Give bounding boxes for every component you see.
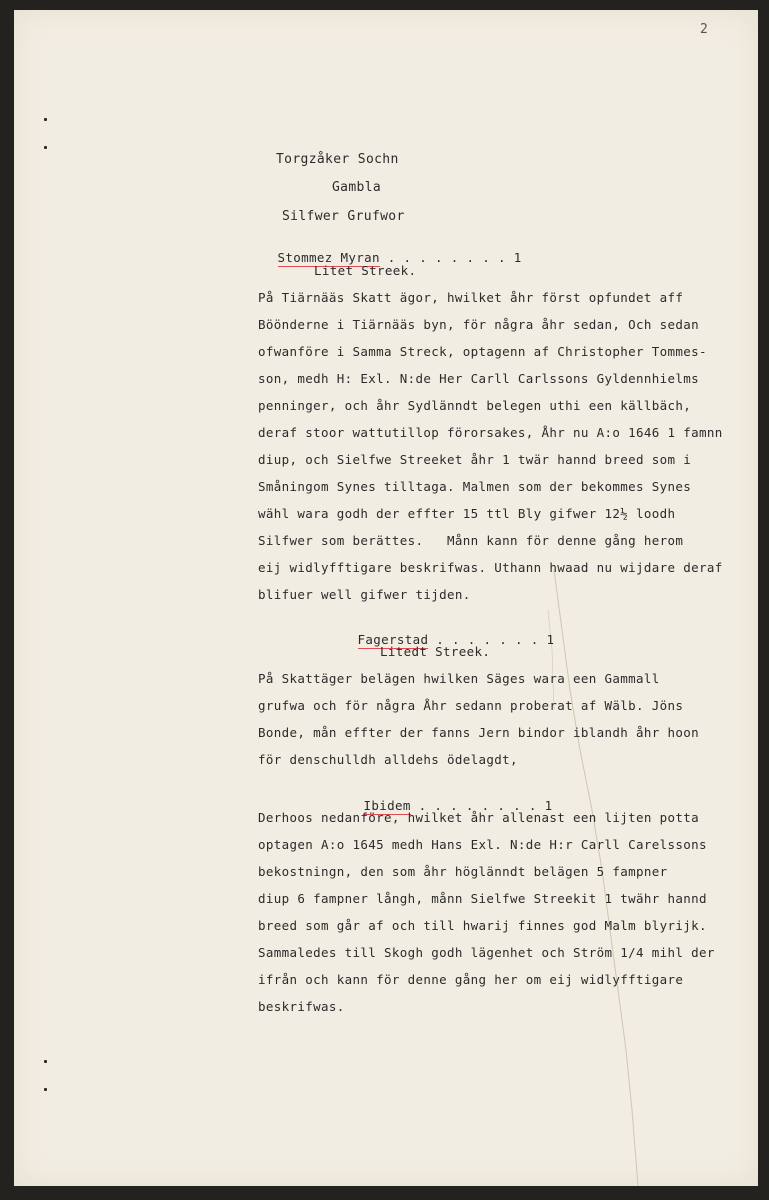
heading-silver-mines: Silfwer Grufwor [282,209,405,224]
binder-hole-mark [44,1060,47,1063]
binder-hole-mark [44,1088,47,1091]
heading-old: Gambla [332,180,382,195]
document-page [14,10,758,1186]
text-line: breed som går af och till hwarij finnes god Malm blyrijk. [258,918,707,933]
text-line: blifuer well gifwer tijden. [258,587,471,602]
text-line: Bonde, mån effter der fanns Jern bindor iblandh åhr hoon [258,725,700,740]
text-line: På Tiärnääs Skatt ägor, hwilket åhr först opfundet aff [258,290,684,305]
text-line: diup 6 fampner långh, månn Sielfwe Streekit 1 twähr hannd [258,891,707,906]
text-line: ifrån och kann för denne gång her om eij widlyfftigare [258,972,684,987]
text-line: diup, och Sielfwe Streeket åhr 1 twär hannd breed som i [258,452,692,467]
binder-hole-mark [44,118,47,121]
text-line: ofwanföre i Samma Streck, optagenn af Christopher Tommes- [258,344,707,359]
text-line: bekostningn, den som åhr höglänndt belägen 5 fampner [258,864,668,879]
section-leader: . . . . . . . 1 [428,632,555,647]
section-subtitle: Litedt Streek. [380,644,491,659]
text-line: eij widlyfftigare beskrifwas. Uthann hwaad nu wijdare deraf [258,560,723,575]
section-title: Fagerstad [357,632,429,647]
text-line: Småningom Synes tilltaga. Malmen som der bekommes Synes [258,479,692,494]
section-subtitle: Litet Streek. [314,263,417,278]
section-title: Stommez Myran [277,250,380,265]
section-leader: . . . . . . . . 1 [379,250,522,265]
section-title: Ibidem [363,798,411,813]
text-line: wähl wara godh der effter 15 ttl Bly gifwer 12½ loodh [258,506,676,521]
text-line: Böönderne i Tiärnääs byn, för några åhr sedan, Och sedan [258,317,700,332]
heading-parish: Torgzåker Sochn [276,152,399,167]
text-line: Silfwer som berättes. Månn kann för denne gång herom [258,533,684,548]
page-number: 2 [700,22,708,37]
text-line: Derhoos nedanföre, hwilket åhr allenast een lijten potta [258,810,700,825]
binder-hole-mark [44,146,47,149]
text-line: Sammaledes till Skogh godh lägenhet och Ström 1/4 mihl der [258,945,715,960]
text-line: På Skattäger belägen hwilken Säges wara een Gammall [258,671,660,686]
text-line: optagen A:o 1645 medh Hans Exl. N:de H:r Carll Carelssons [258,837,707,852]
section-leader: . . . . . . . . 1 [410,798,553,813]
text-line: för denschulldh alldehs ödelagdt, [258,752,518,767]
text-line: beskrifwas. [258,999,345,1014]
text-line: deraf stoor wattutillop förorsakes, Åhr nu A:o 1646 1 famnn [258,425,723,440]
text-line: penninger, och åhr Sydlänndt belegen uthi een källbäch, [258,398,692,413]
text-line: son, medh H: Exl. N:de Her Carll Carlssons Gyldennhielms [258,371,700,386]
text-line: grufwa och för några Åhr sedann proberat af Wälb. Jöns [258,698,684,713]
